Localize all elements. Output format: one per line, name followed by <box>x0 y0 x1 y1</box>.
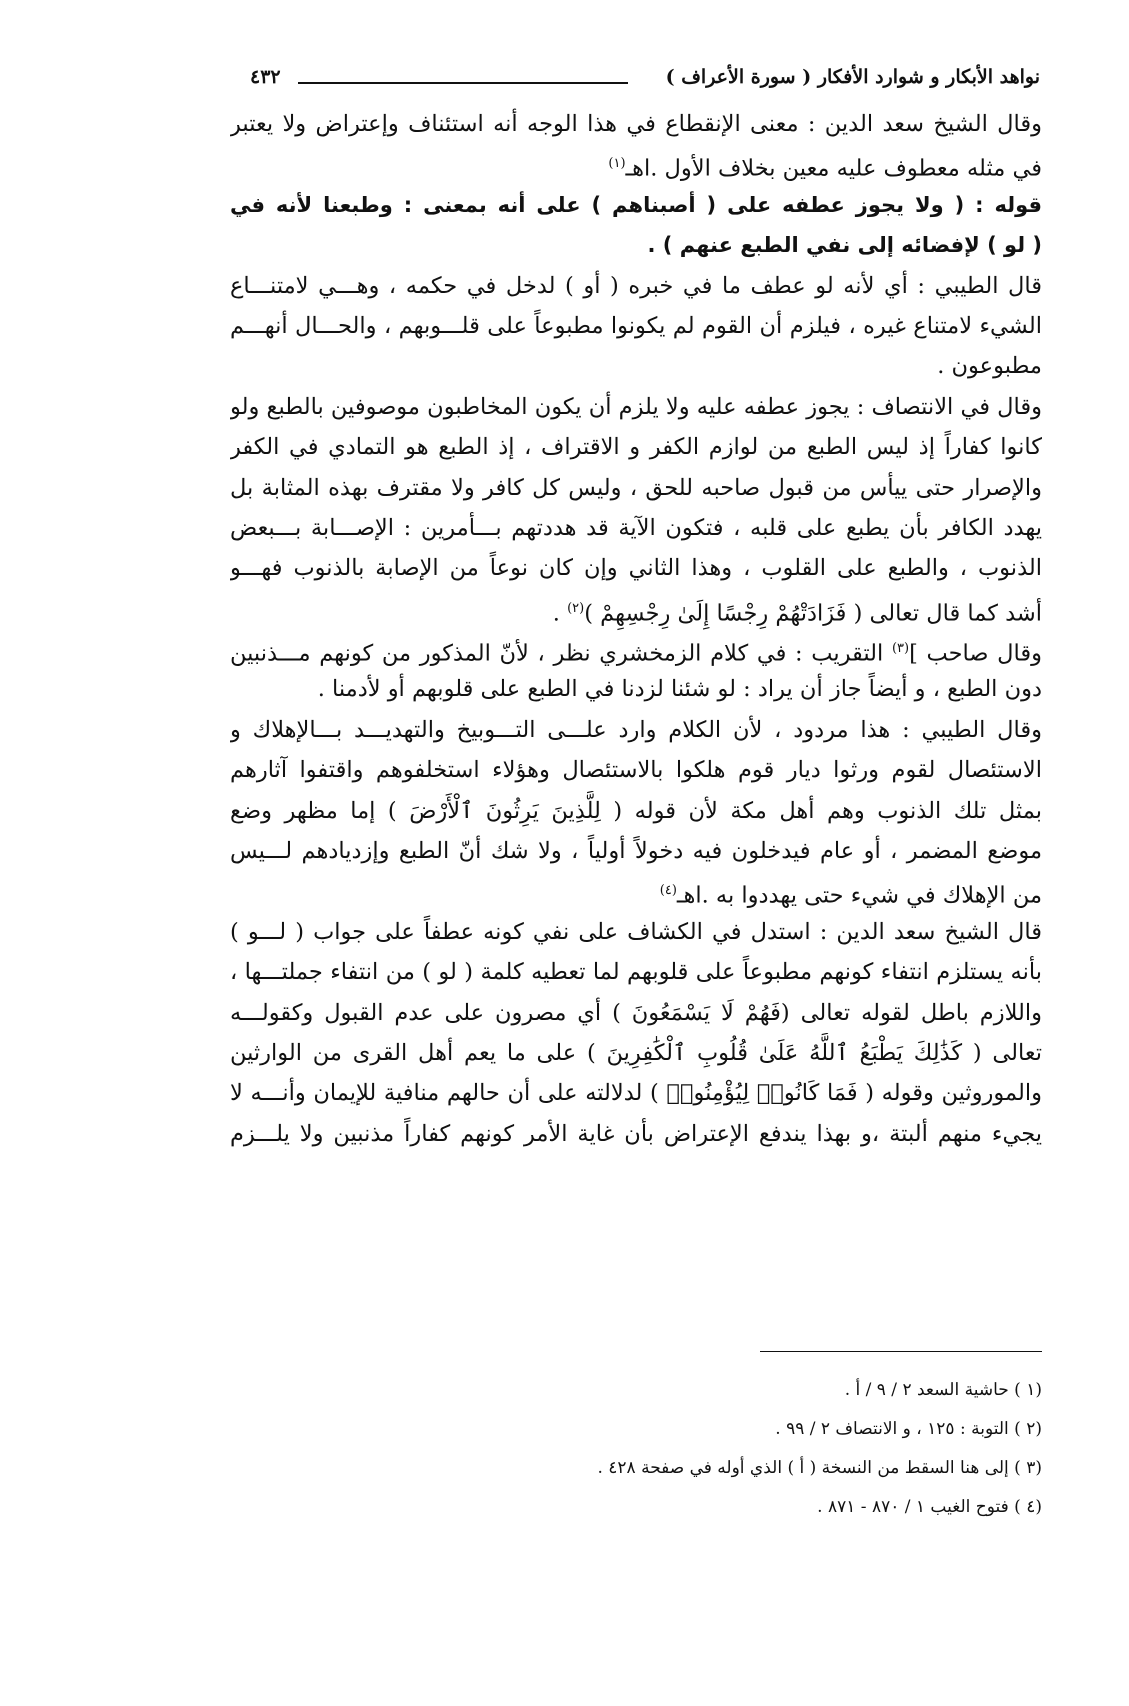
text-line-tail: . <box>552 600 568 627</box>
text-line-content: الذنوب ، والطبع على القلوب ، وهذا الثاني وإن كان نوعاً من الإصابة بالذنوب فهـــو <box>230 555 1042 582</box>
text-line-content: يجيء منهم ألبتة ،و بهذا يندفع الإعتراض بأن غاية الأمر كونهم كفاراً مذنبين ولا يلـــزم <box>230 1120 1042 1147</box>
text-line <box>230 1073 1042 1113</box>
text-line <box>230 629 1042 669</box>
text-line-content: قوله : ( ولا يجوز عطفه على ( أصبناهم ) على أنه بمعنى : وطبعنا لأنه في <box>230 192 1042 217</box>
page-number: ٤٣٢ <box>250 66 281 88</box>
text-line <box>230 589 1042 629</box>
text-line-content: دون الطبع ، و أيضاً جاز أن يراد : لو شئنا لزدنا في الطبع على قلوبهم أو لأدمنا . <box>317 676 1042 703</box>
running-header <box>250 60 1040 96</box>
text-line <box>230 387 1042 427</box>
text-line-content: في مثله معطوف عليه معين بخلاف الأول .اهـ <box>625 155 1042 182</box>
text-line <box>230 306 1042 346</box>
text-line <box>230 871 1042 911</box>
main-text <box>230 104 1042 1154</box>
footnote-item: (٣ ) إلى هنا السقط من النسخة ( أ ) الذي أوله في صفحة ٤٢٨ . <box>597 1458 1042 1478</box>
text-line-content: والإصرار حتى ييأس من قبول صاحبه للحق ، وليس كل كافر ولا مقترف بهذه المثابة بل <box>230 474 1042 501</box>
text-line <box>230 831 1042 871</box>
text-line <box>230 144 1042 184</box>
text-line <box>230 1114 1042 1154</box>
text-line-content: ( لو ) لإفضائه إلى نفي الطبع عنهم ) . <box>647 233 1042 258</box>
text-line <box>230 346 1042 386</box>
text-line-content: مطبوعون . <box>937 353 1042 380</box>
text-line-content: الشيء لامتناع غيره ، فيلزم أن القوم لم يكونوا مطبوعاً على قلـــوبهم ، والحـــال أنهـــم <box>230 312 1042 339</box>
text-line <box>230 669 1042 709</box>
header-title: نواهد الأبكار و شوارد الأفكار ( سورة الأعراف ) <box>665 66 1040 88</box>
text-line-content: وقال الطيبي : هذا مردود ، لأن الكلام وارد علـــى التـــوبيخ والتهديـــد بـــالإهلاك و <box>230 716 1042 743</box>
text-line-content: بمثل تلك الذنوب وهم أهل مكة لأن قوله ( لِلَّذِينَ يَرِثُونَ ٱلْأَرْضَ ) إما مظهر وضع <box>230 797 1042 824</box>
text-line-content: وقال صاحب ] <box>909 640 1042 667</box>
text-line-content: والموروثين وقوله ( فَمَا كَانُوا۟ لِيُؤْمِنُوا۟ ) لدلالته على أن حالهم منافية للإيمان وأنـــه لا <box>230 1080 1042 1107</box>
text-line-content: تعالى ( كَذَٰلِكَ يَطْبَعُ ٱللَّهُ عَلَىٰ قُلُوبِ ٱلْكَٰفِرِينَ ) على ما يعم أهل القرى من الوارثين <box>230 1039 1042 1066</box>
text-line <box>230 225 1042 265</box>
text-line <box>230 468 1042 508</box>
text-line <box>230 912 1042 952</box>
text-line <box>230 104 1042 144</box>
footnote-ref: (٤) <box>659 883 677 899</box>
text-line <box>230 952 1042 992</box>
text-line-content: يهدد الكافر بأن يطبع على قلبه ، فتكون الآية قد هددتهم بـــأمرين : الإصـــابة بـــبعض <box>230 514 1042 541</box>
footnote-ref: (٣) <box>891 641 910 657</box>
header-rule <box>298 82 628 84</box>
text-line-content: قال الطيبي : أي لأنه لو عطف ما في خبره ( أو ) لدخل في حكمه ، وهـــي لامتنـــاع <box>230 272 1042 299</box>
text-line-content: قال الشيخ سعد الدين : استدل في الكشاف على نفي كونه عطفاً على جواب ( لـــو ) <box>230 918 1042 945</box>
text-line-content: وقال في الانتصاف : يجوز عطفه عليه ولا يلزم أن يكون المخاطبون موصوفين بالطبع ولو <box>230 393 1042 420</box>
footnote-item: (١ ) حاشية السعد ٢ / ٩ / أ . <box>844 1380 1042 1400</box>
text-line <box>230 750 1042 790</box>
text-line <box>230 508 1042 548</box>
text-line-content: الاستئصال لقوم ورثوا ديار قوم هلكوا بالاستئصال وهؤلاء استخلفوهم واقتفوا آثارهم <box>230 757 1042 784</box>
footnote-item: (٢ ) التوبة : ١٢٥ ، و الانتصاف ٢ / ٩٩ . <box>775 1419 1042 1439</box>
text-line-content: من الإهلاك في شيء حتى يهددوا به .اهـ <box>676 882 1042 909</box>
text-line-tail: التقريب : في كلام الزمخشري نظر ، لأنّ المذكور من كونهم مـــذنبين <box>230 640 892 667</box>
text-line <box>230 185 1042 225</box>
footnotes <box>430 1371 1042 1527</box>
text-line-content: واللازم باطل لقوله تعالى (فَهُمْ لَا يَسْمَعُونَ ) أي مصرون على عدم القبول وكقولـــه <box>230 999 1042 1026</box>
footnote-separator <box>760 1351 1042 1352</box>
text-line-content: كانوا كفاراً إذ ليس الطبع من لوازم الكفر و الاقتراف ، إذ الطبع هو التمادي في الكفر <box>230 434 1042 461</box>
text-line <box>230 791 1042 831</box>
text-line <box>230 993 1042 1033</box>
text-line <box>230 548 1042 588</box>
text-line-content: وقال الشيخ سعد الدين : معنى الإنقطاع في هذا الوجه أنه استئناف وإعتراض ولا يعتبر <box>230 111 1042 137</box>
footnote-item: (٤ ) فتوح الغيب ١ / ٨٧٠ - ٨٧١ . <box>817 1497 1042 1517</box>
text-line <box>230 710 1042 750</box>
text-line <box>230 1033 1042 1073</box>
text-line <box>230 266 1042 306</box>
text-line-content: بأنه يستلزم انتفاء كونهم مطبوعاً على قلوبهم لما تعطيه كلمة ( لو ) من انتفاء جملتـــها ، <box>230 959 1042 986</box>
footnote-ref: (١) <box>608 156 626 172</box>
text-line-content: موضع المضمر ، أو عام فيدخلون فيه دخولاً أولياً ، ولا شك أنّ الطبع وإزديادهم لـــيس <box>230 838 1042 865</box>
footnote-ref: (٢) <box>567 600 585 616</box>
text-line-content: أشد كما قال تعالى ( فَزَادَتْهُمْ رِجْسًا إِلَىٰ رِجْسِهِمْ ) <box>584 600 1042 627</box>
text-line <box>230 427 1042 467</box>
